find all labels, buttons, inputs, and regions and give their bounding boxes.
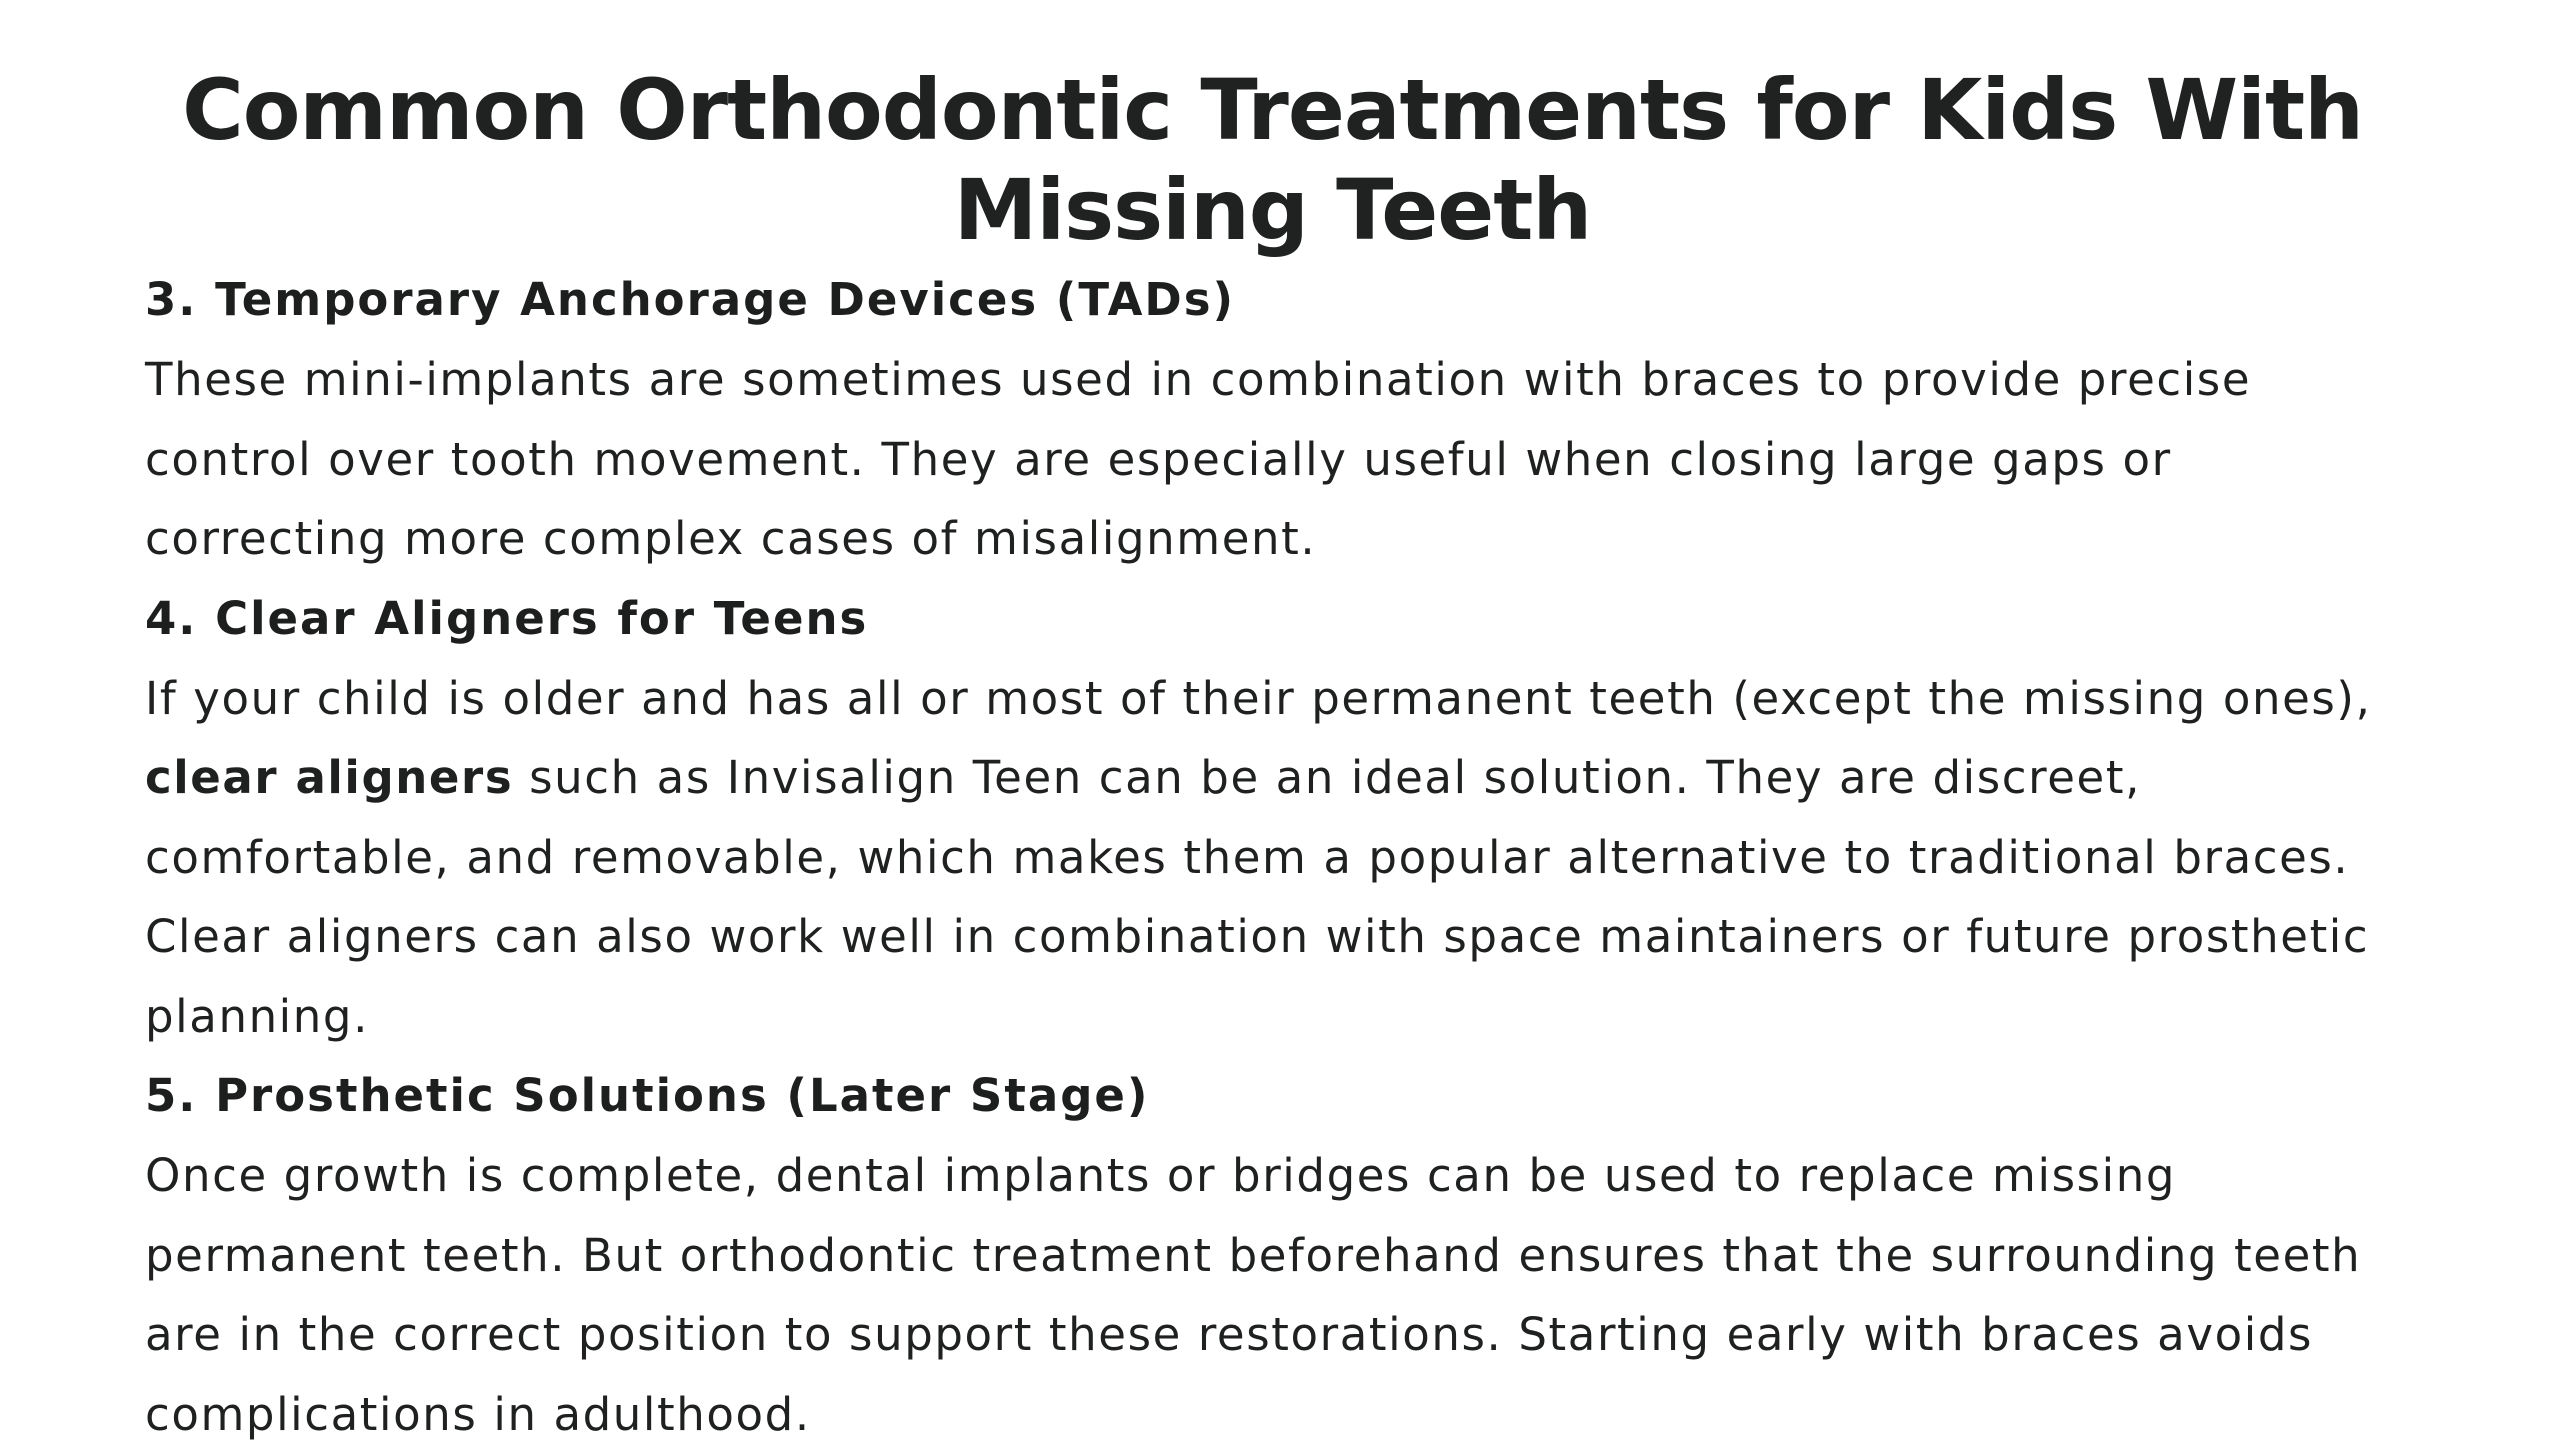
section-body-prosthetic-solutions: Once growth is complete, dental implants or bridges can be used to replace missing permanent teeth. But orthodontic treatment beforehand ensures that the surrounding teeth are in the correct position to support these restorations. Starting early with braces avoids complications in adulthood. (145, 1149, 2362, 1441)
section-prosthetic-solutions (145, 1056, 2400, 1454)
section-heading-clear-aligners: 4. Clear Aligners for Teens (145, 591, 869, 645)
article-content (145, 60, 2400, 1454)
page-title: Common Orthodontic Treatments for Kids With Missing Teeth (182, 61, 2363, 259)
section-heading-prosthetic-solutions: 5. Prosthetic Solutions (Later Stage) (145, 1069, 1150, 1122)
section-heading-tads: 3. Temporary Anchorage Devices (TADs) (145, 273, 1236, 326)
body-text-end: such as Invisalign Teen can be an ideal solution. They are discreet, comfortable, and removable, which makes them a popular alternative to traditional braces. Clear aligners can also work well in combination with space maintainers or future prosthetic planning. (145, 751, 2370, 1043)
section-body-clear-aligners (145, 659, 2400, 1057)
section-tads (145, 260, 2400, 579)
emphasis-clear-aligners: clear aligners (145, 751, 514, 804)
section-clear-aligners (145, 579, 2400, 1057)
section-body-tads: These mini-implants are sometimes used in combination with braces to provide precise control over tooth movement. They are especially useful when closing large gaps or correcting more complex cases of misalignment. (145, 353, 2252, 565)
body-text-start: If your child is older and has all or most of their permanent teeth (except the missing ones), (145, 671, 2372, 725)
